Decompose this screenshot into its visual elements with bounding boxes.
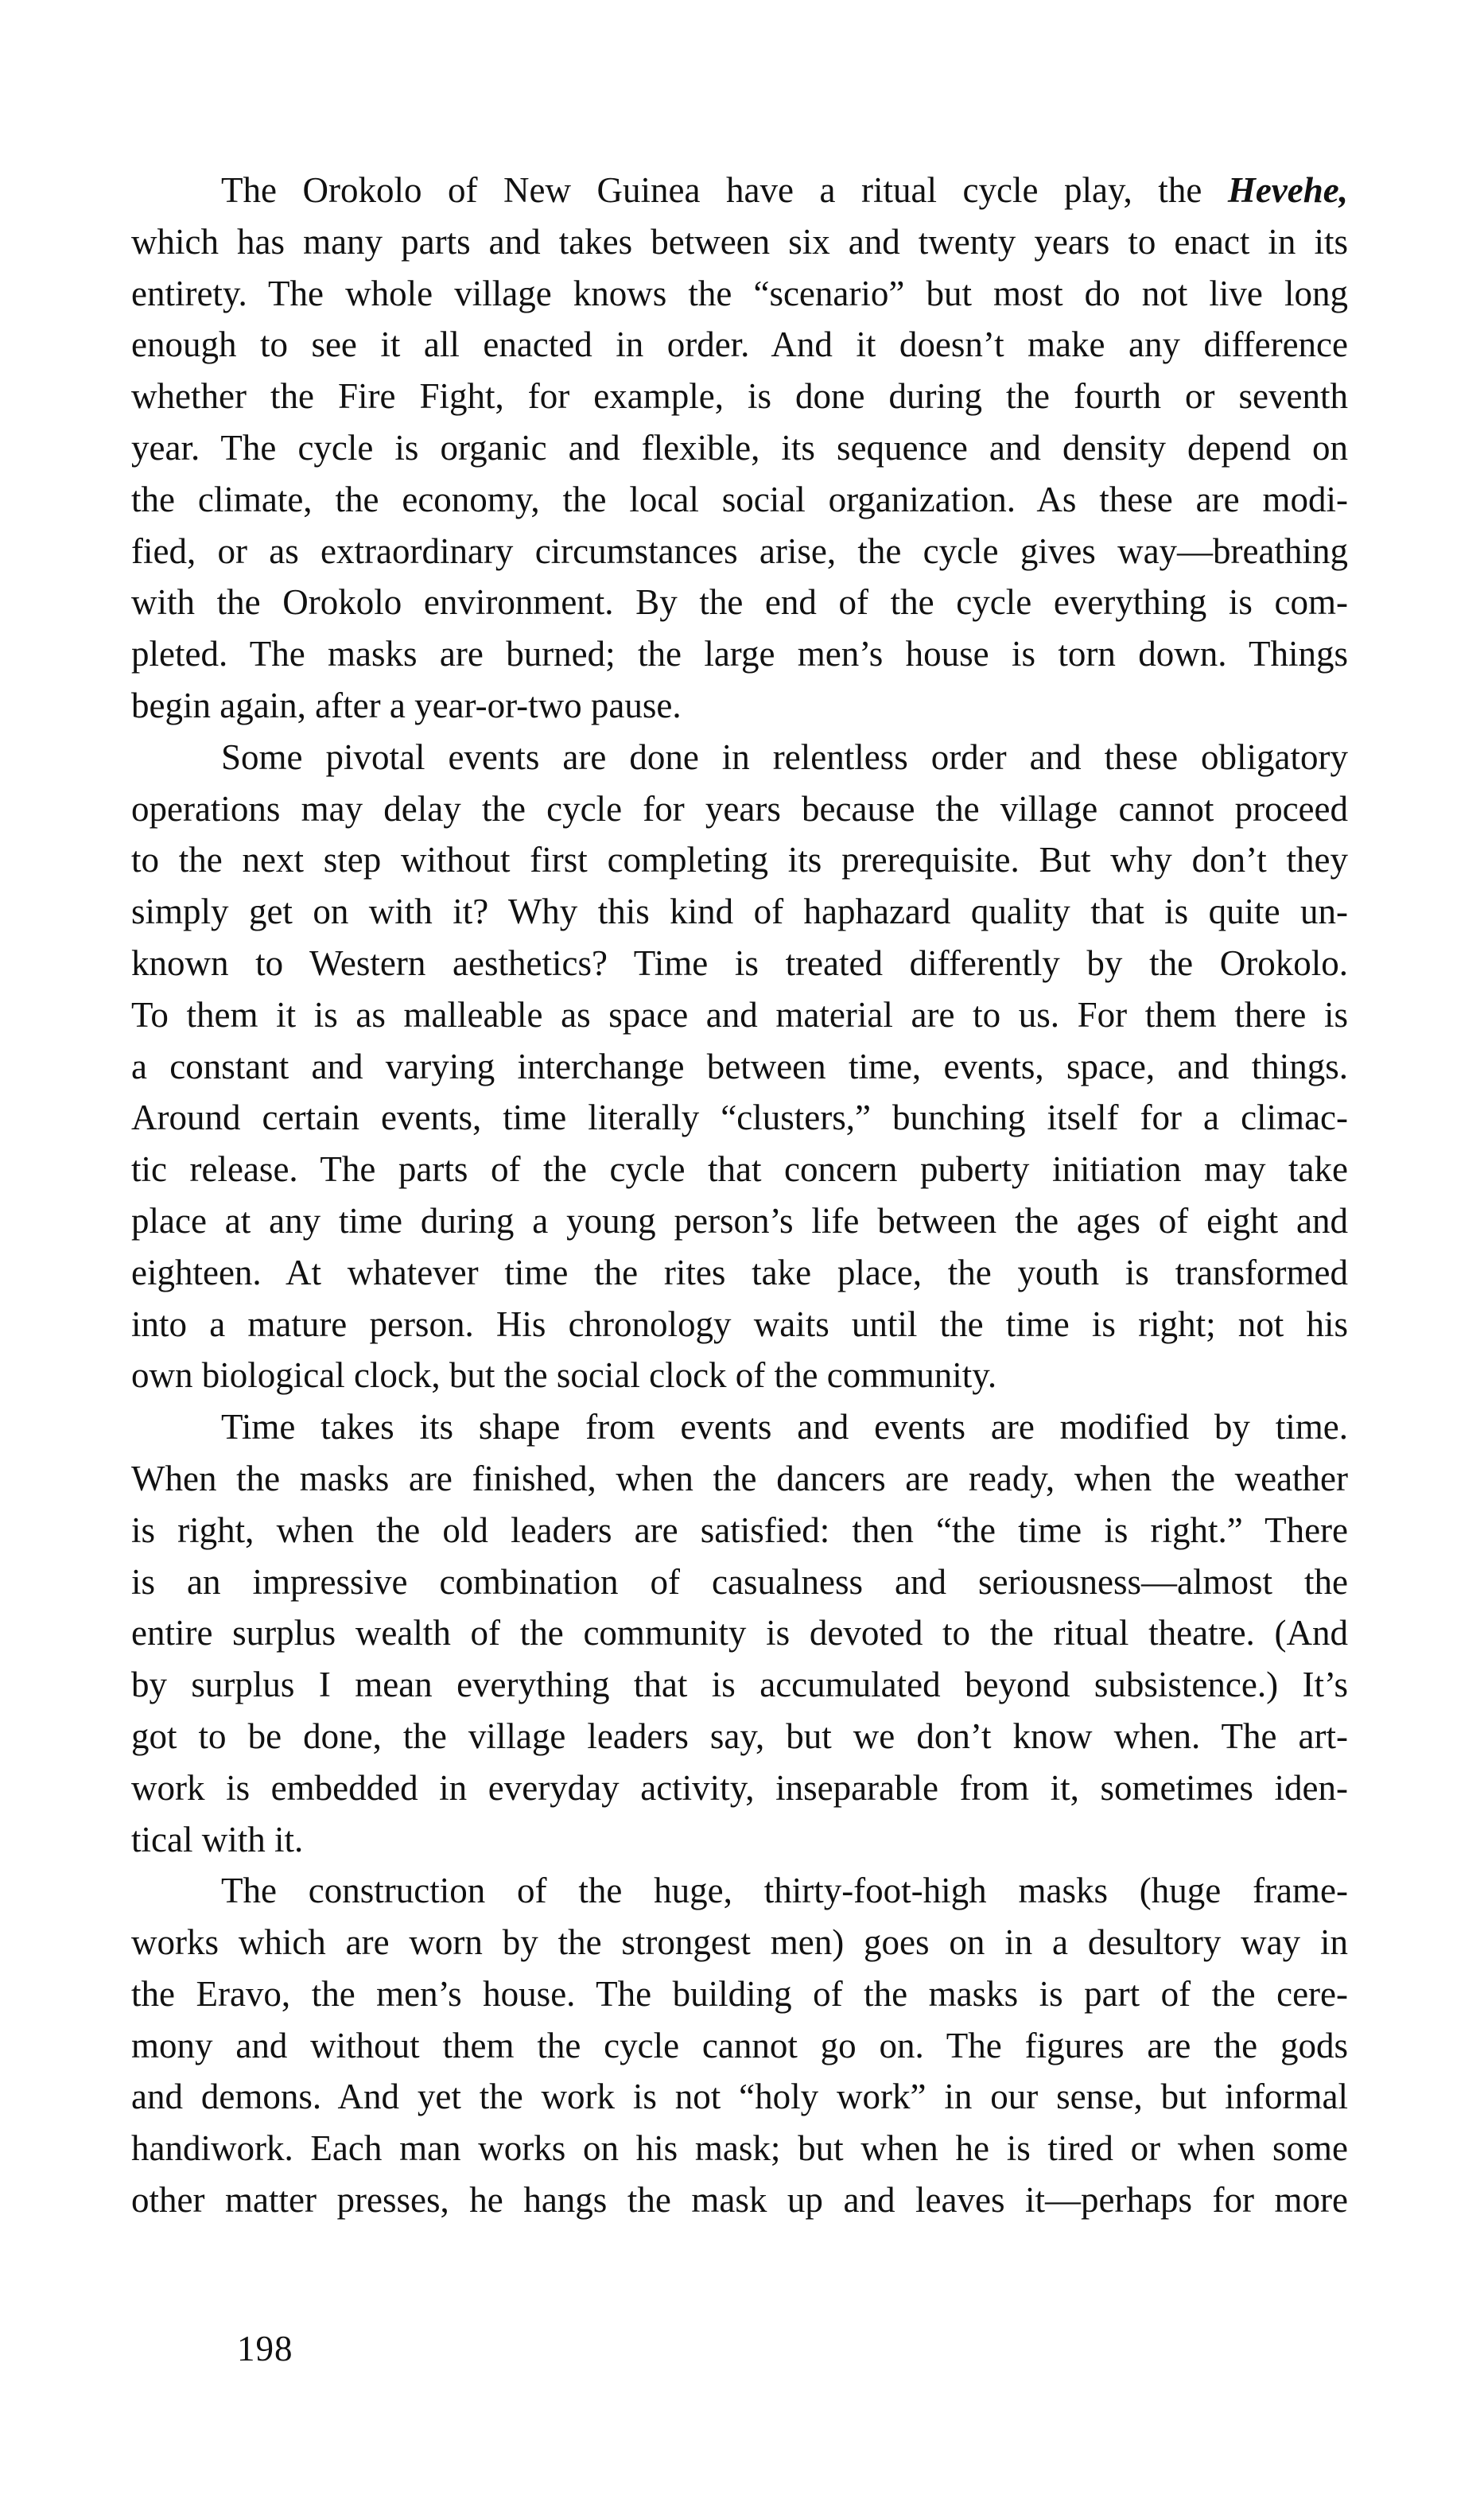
- text-line: tical with it.: [131, 1819, 304, 1859]
- text-line: is an impressive combination of casualness and seriousness—almost the: [131, 1561, 1348, 1602]
- text-run: The Orokolo of New Guinea have a ritual cycle play, the: [221, 170, 1228, 210]
- text-line: eighteen. At whatever time the rites take place, the youth is transformed: [131, 1252, 1348, 1292]
- text-line: Around certain events, time literally “clusters,” bunching itself for a climac-: [131, 1098, 1348, 1138]
- text-line: by surplus I mean everything that is accumulated beyond subsistence.) It’s: [131, 1665, 1348, 1705]
- text-line: The construction of the huge, thirty-foot-high masks (huge frame-: [221, 1871, 1348, 1911]
- text-line: is right, when the old leaders are satisfied: then “the time is right.” There: [131, 1510, 1348, 1550]
- text-line: fied, or as extraordinary circumstances arise, the cycle gives way—breathing: [131, 530, 1348, 571]
- text-line: When the masks are finished, when the dancers are ready, when the weather: [131, 1458, 1348, 1498]
- text-line: work is embedded in everyday activity, inseparable from it, sometimes iden-: [131, 1767, 1348, 1808]
- text-line: the climate, the economy, the local social organization. As these are modi-: [131, 479, 1348, 519]
- text-line: other matter presses, he hangs the mask up and leaves it—perhaps for more: [131, 2180, 1348, 2221]
- text-line: a constant and varying interchange between time, events, space, and things.: [131, 1046, 1348, 1086]
- text-line: place at any time during a young person’s life between the ages of eight and: [131, 1200, 1348, 1241]
- page-number: 198: [237, 2329, 293, 2368]
- paragraph-1: [131, 165, 1348, 732]
- text-line: tic release. The parts of the cycle that concern puberty initiation may take: [131, 1149, 1348, 1190]
- text-line: year. The cycle is organic and flexible, its sequence and density depend on: [131, 427, 1348, 468]
- text-line: enough to see it all enacted in order. And it doesn’t make any difference: [131, 324, 1348, 365]
- paragraph-4: [131, 1865, 1348, 2226]
- text-line: simply get on with it? Why this kind of haphazard quality that is quite un-: [131, 892, 1348, 932]
- text-line: the Eravo, the men’s house. The building of the masks is part of the cere-: [131, 1973, 1348, 2014]
- text-line: which has many parts and takes between six and twenty years to enact in its: [131, 221, 1348, 262]
- text-line: operations may delay the cycle for years because the village cannot proceed: [131, 788, 1348, 829]
- text-line: with the Orokolo environment. By the end of the cycle everything is com-: [131, 582, 1348, 623]
- text-line: handiwork. Each man works on his mask; but when he is tired or when some: [131, 2128, 1348, 2169]
- text-line: begin again, after a year-or-two pause.: [131, 685, 682, 725]
- text-line: and demons. And yet the work is not “holy work” in our sense, but informal: [131, 2077, 1348, 2117]
- paragraph-3: [131, 1401, 1348, 1865]
- text-line: mony and without them the cycle cannot go on. The figures are the gods: [131, 2025, 1348, 2065]
- text-line: entirety. The whole village knows the “scenario” but most do not live long: [131, 273, 1348, 313]
- text-line: works which are worn by the strongest men) goes on in a desultory way in: [131, 1922, 1348, 1963]
- text-line: known to Western aesthetics? Time is treated differently by the Orokolo.: [131, 942, 1348, 983]
- text-line: [131, 165, 1348, 216]
- text-line: entire surplus wealth of the community is devoted to the ritual theatre. (And: [131, 1613, 1348, 1653]
- text-line: own biological clock, but the social clock of the community.: [131, 1355, 997, 1396]
- text-line: got to be done, the village leaders say, but we don’t know when. The art-: [131, 1716, 1348, 1756]
- body-text: [131, 165, 1348, 2226]
- text-line: Time takes its shape from events and events are modified by time.: [221, 1407, 1348, 1447]
- text-line: to the next step without first completing its prerequisite. But why don’t they: [131, 840, 1348, 880]
- text-line: pleted. The masks are burned; the large men’s house is torn down. Things: [131, 634, 1348, 674]
- text-line: Some pivotal events are done in relentless order and these obligatory: [221, 736, 1348, 777]
- italic-term: Hevehe,: [1227, 170, 1348, 210]
- text-line: whether the Fire Fight, for example, is done during the fourth or seventh: [131, 376, 1348, 417]
- text-line: To them it is as malleable as space and material are to us. For them there is: [131, 994, 1348, 1035]
- text-line: into a mature person. His chronology waits until the time is right; not his: [131, 1304, 1348, 1344]
- paragraph-2: [131, 732, 1348, 1401]
